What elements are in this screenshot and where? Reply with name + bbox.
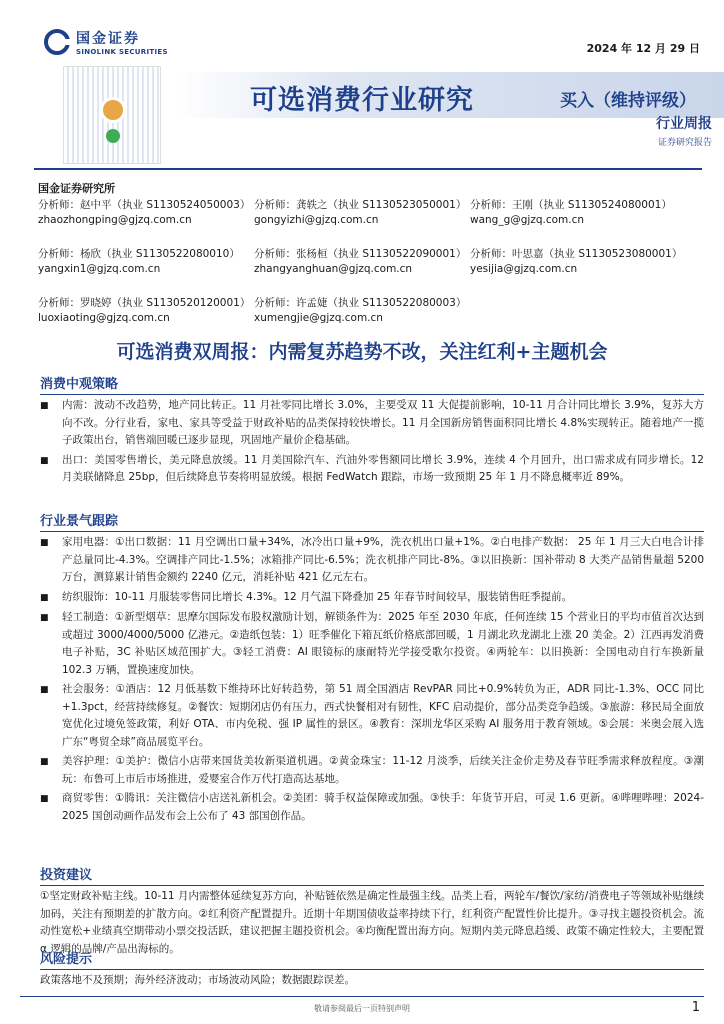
analyst-card xyxy=(470,247,686,277)
analyst-title: 分析师：许孟婕（执业 S1130522080003） xyxy=(254,297,467,309)
qr-code-icon xyxy=(63,66,161,164)
analyst-title: 分析师：龚轶之（执业 S1130523050001） xyxy=(254,199,467,211)
analyst-email[interactable]: zhangyanghuan@gjzq.com.cn xyxy=(254,263,413,275)
report-type: 行业周报 xyxy=(656,116,712,132)
list-item xyxy=(40,790,704,825)
bullet-text: 社会服务：①酒店：12 月低基数下维持环比好转趋势，第 51 周全国酒店 RevPAR 同比+0.9%转负为正，ADR 同比-1.3%、OCC 同比+1.3pct，经营持续修复。②餐饮：短期闭店仍有压力，西式快餐相对有韧性，KFC 启动提价，部分品类竞争趋缓。③旅游：移民局全面放宽优化过境免签政策，利好 OTA、市内免税、强 IP 属性的景区。④教育：深圳龙华区采购 AI 服务用于教育领域。⑤会展：米奥会展入选广东“粤贸全球”商品展览平台。 xyxy=(62,683,704,748)
analyst-title: 分析师：赵中平（执业 S1130524050003） xyxy=(38,199,251,211)
list-item xyxy=(40,534,704,587)
page-number: 1 xyxy=(691,1000,700,1015)
footer-divider xyxy=(20,996,704,997)
section-title: 投资建议 xyxy=(40,867,704,886)
company-logo xyxy=(44,28,168,56)
analyst-row xyxy=(38,296,708,326)
analyst-email[interactable]: wang_g@gjzq.com.cn xyxy=(470,214,585,226)
analyst-title: 分析师：罗晓婷（执业 S1130520120001） xyxy=(38,297,251,309)
logo-cn: 国金证券 xyxy=(76,31,140,47)
bullet-text: 内需：波动不改趋势，地产同比转正。11 月社零同比增长 3.0%，主要受双 11 大促提前影响，10-11 月合计同比增长 3.9%，复苏大方向不改。分行业看，家电、家具等受益于财政补贴的品类保持较快增长。11 月全国新房销售面积同比增长 4.8%实现转正。随着地产一揽子政策出台，销售端回暖已逐步显现，巩固地产量价企稳基础。 xyxy=(62,399,704,446)
bullet-text: 轻工制造：①新型烟草：思摩尔国际发布股权激励计划，解锁条件为：2025 年至 2030 年底，任何连续 15 个营业日的平均市值首次达到或超过 3000/4000/5000 亿港元。②造纸包装：1）旺季催化下箱瓦纸价格底部回暖，1 月湖北玖龙湖北上涨 20 美金。2）江西再发消费电子补贴，3C 补贴区域范围扩大。③轻工消费：AI 眼镜标的康耐特光学接受歌尔投资。④两轮车：以旧换新：全国电动自行车换新量 102.3 万辆，置换速度加快。 xyxy=(62,611,704,676)
analyst-card xyxy=(254,296,470,326)
list-item xyxy=(40,753,704,788)
analyst-title: 分析师：王刚（执业 S1130524080001） xyxy=(470,199,672,211)
report-header xyxy=(0,0,724,165)
section-macro xyxy=(40,376,704,487)
analyst-card xyxy=(38,247,254,277)
section-tracking xyxy=(40,513,704,825)
bullet-square-icon: ■ xyxy=(40,685,49,695)
section-risk xyxy=(40,951,704,990)
rating: 买入（维持评级） xyxy=(560,91,696,111)
bullet-square-icon: ■ xyxy=(40,613,49,623)
report-date: 2024 年 12 月 29 日 xyxy=(586,42,700,55)
logo-mark-icon xyxy=(44,29,70,55)
analyst-title: 分析师：叶思嘉（执业 S1130523080001） xyxy=(470,248,683,260)
list-item xyxy=(40,609,704,679)
institution: 国金证券研究所 xyxy=(38,182,115,195)
analyst-card xyxy=(38,296,254,326)
report-title: 可选消费行业研究 xyxy=(250,85,474,116)
bullet-square-icon: ■ xyxy=(40,757,49,767)
analyst-email[interactable]: yangxin1@gjzq.com.cn xyxy=(38,263,161,275)
bullet-square-icon: ■ xyxy=(40,401,49,411)
analyst-block xyxy=(38,180,708,345)
analyst-card xyxy=(254,247,470,277)
report-headline: 可选消费双周报：内需复苏趋势不改，关注红利+主题机会 xyxy=(116,341,608,363)
list-item xyxy=(40,589,704,608)
section-title: 风险提示 xyxy=(40,951,704,970)
bullet-text: 纺织服饰：10-11 月服装零售同比增长 4.3%。12 月气温下降叠加 25 年春节时间较早，服装销售旺季提前。 xyxy=(62,590,573,603)
analyst-email[interactable]: luoxiaoting@gjzq.com.cn xyxy=(38,312,170,324)
bullet-square-icon: ■ xyxy=(40,538,49,548)
analyst-card xyxy=(470,198,686,228)
bullet-square-icon: ■ xyxy=(40,794,49,804)
section-title: 行业景气跟踪 xyxy=(40,513,704,532)
logo-en: SINOLINK SECURITIES xyxy=(76,48,168,56)
bullet-square-icon: ■ xyxy=(40,592,49,603)
bullet-text: 美容护理：①美护：微信小店带来国货美妆新渠道机遇。②黄金珠宝：11-12 月淡季，后续关注金价走势及春节旺季需求释放程度。③潮玩：布鲁可上市后市场推进，爱婴室合作万代打造高达基地。 xyxy=(62,755,704,785)
list-item xyxy=(40,452,704,487)
report-type-sub: 证券研究报告 xyxy=(657,138,712,148)
analyst-card xyxy=(38,198,254,228)
analyst-title: 分析师：张杨桓（执业 S1130522090001） xyxy=(254,248,467,260)
analyst-email[interactable]: gongyizhi@gjzq.com.cn xyxy=(254,214,379,226)
analyst-row xyxy=(38,198,708,228)
list-item xyxy=(40,681,704,751)
bullet-text: 出口：美国零售增长，美元降息放缓。11 月美国除汽车、汽油外零售额同比增长 3.9%，连续 4 个月回升，出口需求成有同步增长。12 月美联储降息 25bp，但后续降息节奏将明显放缓。根据 FedWatch 跟踪，市场一致预期 25 年 1 月不降息概率近 89%。 xyxy=(62,453,704,483)
section-title: 消费中观策略 xyxy=(40,376,704,395)
analyst-card xyxy=(254,198,470,228)
analyst-email[interactable]: xumengjie@gjzq.com.cn xyxy=(254,312,383,324)
section-advice xyxy=(40,867,704,958)
analyst-row xyxy=(38,247,708,277)
footer-disclaimer: 敬请参阅最后一页特别声明 xyxy=(314,1004,410,1013)
analyst-title: 分析师：杨欣（执业 S1130522080010） xyxy=(38,248,240,260)
list-item xyxy=(40,397,704,450)
analyst-email[interactable]: zhaozhongping@gjzq.com.cn xyxy=(38,214,192,226)
analyst-email[interactable]: yesijia@gjzq.com.cn xyxy=(470,263,578,275)
header-divider xyxy=(34,168,702,170)
advice-text: ①坚定财政补贴主线。10-11 月内需整体延续复苏方向，补贴链依然是确定性最强主线。品类上看，两轮车/餐饮/家纺/消费电子等领域补贴继续加码，关注有预期差的扩散方向。②红利资产配置提升。近期十年期国债收益率持续下行，红利资产配置性价比提升。③寻找主题投资机会。流动性宽松+业绩真空期带动小票交投活跃，建议把握主题投资机会。④均衡配置出海方向。短期内美元降息趋缓、政策不确定性较大，主要配置 α 逻辑的品牌/产品出海标的。 xyxy=(40,890,704,955)
risk-text: 政策落地不及预期；海外经济波动；市场波动风险；数据跟踪误差。 xyxy=(40,974,355,986)
bullet-text: 家用电器：①出口数据：11 月空调出口量+34%，冰冷出口量+9%，洗衣机出口量+1%。②白电排产数据： 25 年 1 月三大白电合计排产总量同比-4.3%。空调排产同比-1.5%；冰箱排产同比-6.5%；洗衣机排产同比-8%。③以旧换新：国补带动 8 大类产品销售量超 5200 万台，测算累计销售金额约 2240 亿元，消耗补贴 421 亿元左右。 xyxy=(62,536,704,583)
bullet-text: 商贸零售：①腾讯：关注微信小店送礼新机会。②美团：骑手权益保障或加强。③快手：年货节开启，可灵 1.6 更新。④哔哩哔哩：2024-2025 国创动画作品发布会上公布了 43 部国创作品。 xyxy=(62,792,704,822)
bullet-square-icon: ■ xyxy=(40,455,49,466)
